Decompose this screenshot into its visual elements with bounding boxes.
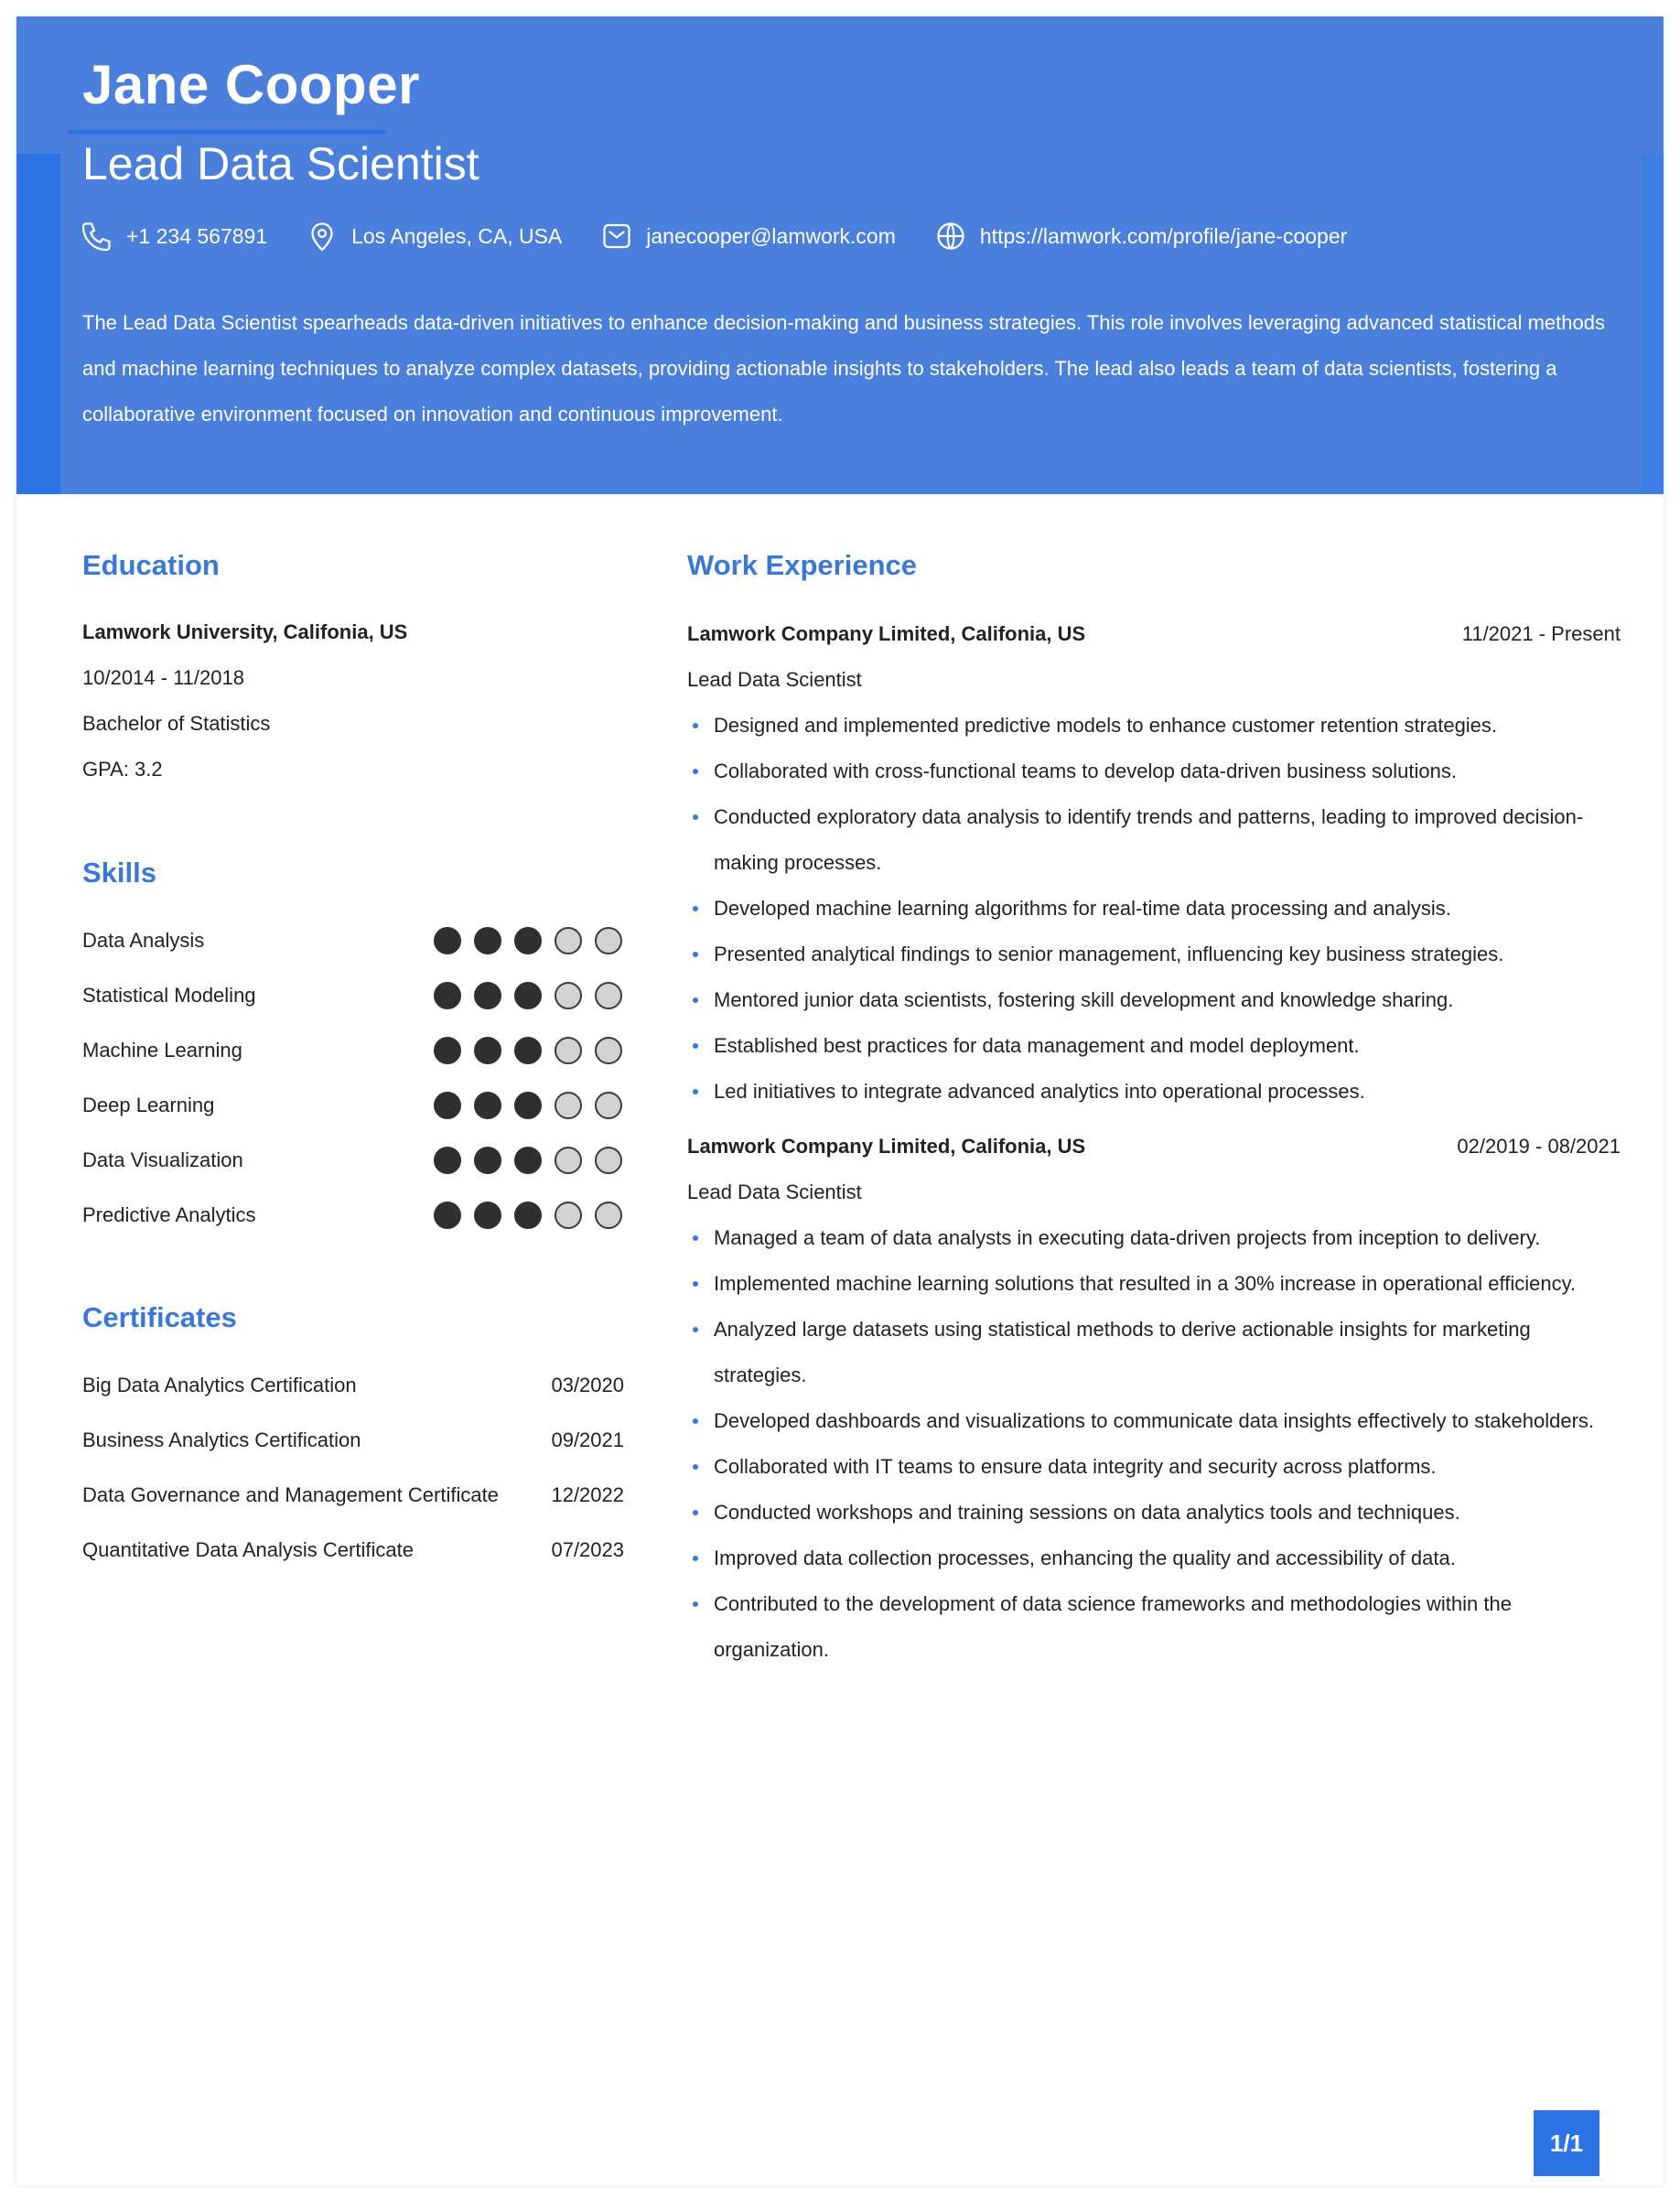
skill-name: Data Analysis [82,929,205,952]
certificate-row [82,1477,624,1514]
rating-dot-filled [514,982,542,1009]
website-text: https://lamwork.com/profile/jane-cooper [979,223,1348,248]
certificate-row [82,1367,624,1404]
rating-dot-filled [434,1092,461,1119]
phone-text: +1 234 567891 [126,223,268,248]
rating-dot-empty [595,982,622,1009]
job-bullet: Conducted workshops and training sessions on data analytics tools and techniques. [687,1490,1621,1536]
skill-row [82,1032,622,1069]
job-bullet-list [687,703,1621,1115]
education-heading: Education [82,549,220,581]
contact-list [81,216,1385,256]
certificate-row [82,1422,624,1459]
job-bullet: Collaborated with cross-functional teams to develop data-driven business solutions. [687,749,1621,794]
rating-dot-filled [474,927,501,954]
certificate-date: 07/2023 [551,1538,624,1561]
skill-name: Statistical Modeling [82,984,256,1007]
job-bullet: Analyzed large datasets using statistical methods to derive actionable insights for marketing strategies. [687,1307,1621,1398]
rating-dot-empty [595,1092,622,1119]
job-bullet: Designed and implemented predictive models to enhance customer retention strategies. [687,703,1621,749]
page-indicator: 1/1 [1534,2110,1599,2176]
education-dates: 10/2014 - 11/2018 [82,666,244,689]
certificate-date: 09/2021 [551,1428,624,1451]
skill-name: Machine Learning [82,1039,242,1062]
rating-dot-empty [595,1202,622,1229]
rating-dot-filled [434,927,461,954]
email-text: janecooper@lamwork.com [646,223,896,248]
skill-name: Data Visualization [82,1148,243,1171]
skill-rating [421,1202,622,1229]
job-entry [687,611,1621,1115]
name-underline [68,130,386,135]
skill-name: Deep Learning [82,1094,215,1116]
job-bullet: Implemented machine learning solutions that resulted in a 30% increase in operational efficiency. [687,1261,1621,1307]
rating-dot-empty [555,1092,582,1119]
job-bullet-list [687,1215,1621,1673]
job-bullet: Improved data collection processes, enhancing the quality and accessibility of data. [687,1536,1621,1581]
location-pin-icon [306,220,339,253]
skill-rating [421,1092,622,1119]
rating-dot-empty [555,1202,582,1229]
certificate-name: Business Analytics Certification [82,1428,361,1451]
skill-row [82,1142,622,1179]
skill-name: Predictive Analytics [82,1203,256,1226]
job-header [687,611,1621,657]
skill-rating [421,982,622,1009]
certificate-name: Data Governance and Management Certificate [82,1483,499,1506]
rating-dot-filled [514,1092,542,1119]
skill-row [82,922,622,959]
job-bullet: Collaborated with IT teams to ensure data integrity and security across platforms. [687,1444,1621,1490]
job-role: Lead Data Scientist [687,1180,862,1203]
job-dates: 02/2019 - 08/2021 [1457,1135,1621,1158]
globe-icon [934,220,967,253]
work-experience-heading: Work Experience [687,549,917,581]
education-degree: Bachelor of Statistics [82,712,271,735]
rating-dot-empty [595,1147,622,1174]
header-accent-stripe-right [1642,154,1664,494]
job-role: Lead Data Scientist [687,668,862,691]
rating-dot-empty [595,927,622,954]
job-company: Lamwork Company Limited, Califonia, US [687,622,1086,645]
certificate-row [82,1532,624,1568]
profile-summary: The Lead Data Scientist spearheads data-driven initiatives to enhance decision-making and business strategies. This role involves leveraging advanced statistical methods and machine learning techniques to analyze complex datasets, providing actionable insights to stakeholders. The lead also leads a team of data scientists, fostering a collaborative environment focused on innovation and continuous improvement. [82,311,1605,426]
education-school: Lamwork University, Califonia, US [82,620,408,643]
rating-dot-filled [474,982,501,1009]
rating-dot-filled [474,1147,501,1174]
skill-rating [421,1037,622,1064]
rating-dot-filled [434,1037,461,1064]
location-text: Los Angeles, CA, USA [351,223,563,248]
contact-phone[interactable] [81,220,267,253]
skill-rating [421,927,622,954]
skill-row [82,977,622,1014]
rating-dot-empty [555,1037,582,1064]
job-company: Lamwork Company Limited, Califonia, US [687,1135,1086,1158]
rating-dot-filled [514,1202,542,1229]
header-accent-stripe [16,154,60,494]
certificate-name: Big Data Analytics Certification [82,1374,357,1396]
job-bullet: Conducted exploratory data analysis to identify trends and patterns, leading to improved decision-making processes. [687,794,1621,886]
rating-dot-filled [434,1147,461,1174]
contact-location [306,220,562,253]
job-bullet: Led initiatives to integrate advanced analytics into operational processes. [687,1069,1621,1115]
rating-dot-filled [514,1147,542,1174]
certificates-heading: Certificates [82,1301,237,1333]
job-bullet: Established best practices for data management and model deployment. [687,1023,1621,1069]
skills-heading: Skills [82,857,156,889]
rating-dot-filled [434,1202,461,1229]
email-icon [600,220,633,253]
job-bullet: Mentored junior data scientists, fostering skill development and knowledge sharing. [687,977,1621,1023]
certificate-name: Quantitative Data Analysis Certificate [82,1538,414,1561]
job-bullet: Developed dashboards and visualizations to communicate data insights effectively to stakeholders. [687,1398,1621,1444]
rating-dot-filled [474,1092,501,1119]
rating-dot-empty [595,1037,622,1064]
resume-page [16,16,1664,2185]
candidate-title: Lead Data Scientist [82,138,479,189]
rating-dot-filled [514,1037,542,1064]
skill-row [82,1197,622,1234]
rating-dot-empty [555,1147,582,1174]
contact-email[interactable] [600,220,896,253]
contact-website[interactable] [934,220,1347,253]
rating-dot-empty [555,927,582,954]
skill-rating [421,1147,622,1174]
job-header [687,1124,1621,1170]
job-bullet: Managed a team of data analysts in executing data-driven projects from inception to delivery. [687,1215,1621,1261]
certificate-date: 03/2020 [551,1374,624,1396]
phone-icon [81,220,113,253]
certificate-date: 12/2022 [551,1483,624,1506]
rating-dot-filled [434,982,461,1009]
job-bullet: Contributed to the development of data science frameworks and methodologies within the organization. [687,1581,1621,1673]
rating-dot-empty [555,982,582,1009]
candidate-name: Jane Cooper [82,54,420,115]
education-gpa: GPA: 3.2 [82,758,163,781]
rating-dot-filled [514,927,542,954]
job-entry [687,1124,1621,1673]
rating-dot-filled [474,1202,501,1229]
resume-header [16,16,1664,494]
job-dates: 11/2021 - Present [1461,622,1621,645]
rating-dot-filled [474,1037,501,1064]
job-bullet: Presented analytical findings to senior management, influencing key business strategies. [687,932,1621,977]
skill-row [82,1087,622,1124]
job-bullet: Developed machine learning algorithms for real-time data processing and analysis. [687,886,1621,932]
